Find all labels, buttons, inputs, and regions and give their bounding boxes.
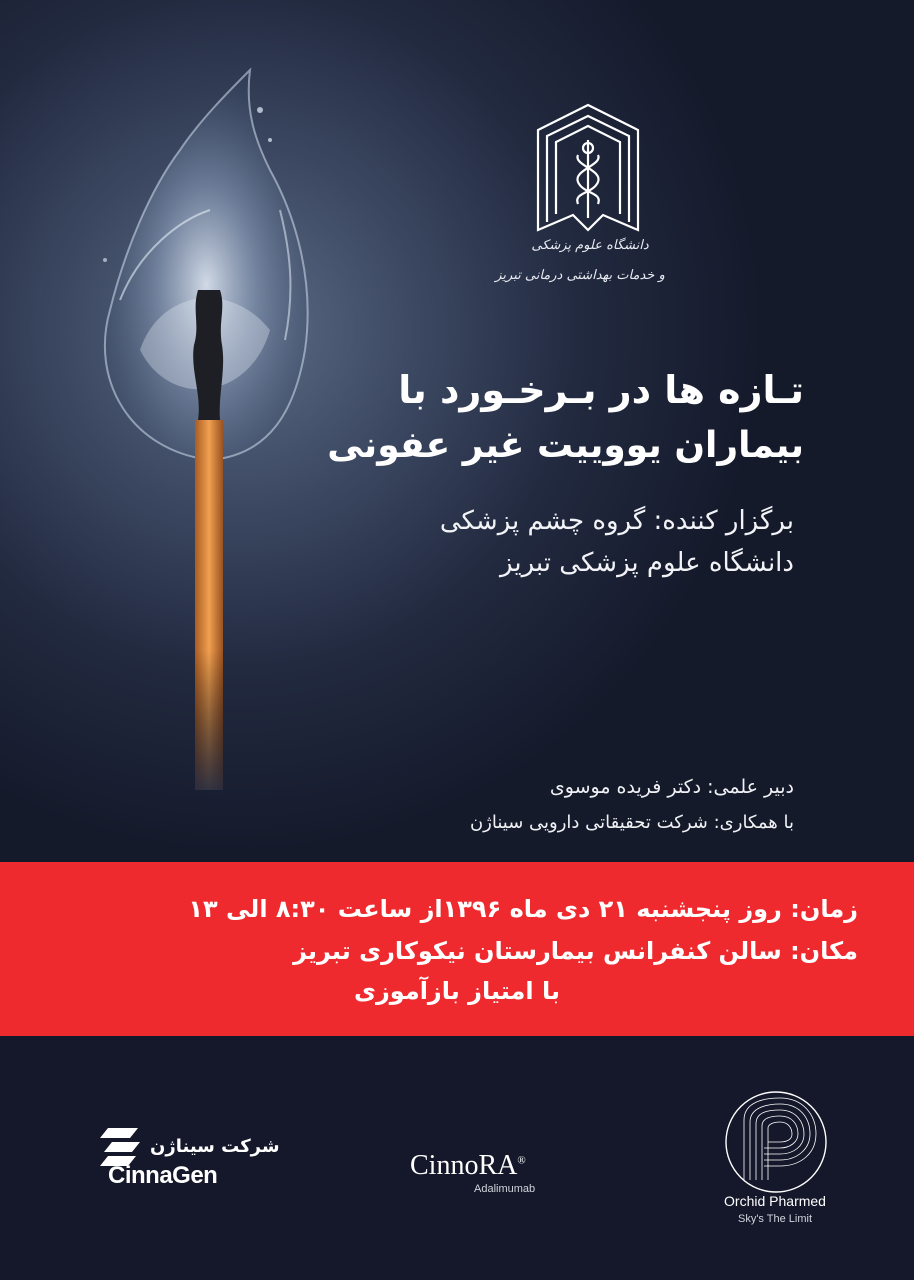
university-logo-icon — [533, 100, 643, 240]
cinnora-subtitle: Adalimumab — [474, 1183, 536, 1195]
orchid-pharmed-name: Orchid Pharmed — [724, 1193, 826, 1209]
cinnora-name: CinnoRA — [410, 1150, 518, 1181]
poster-title-line1: تـازه ها در بـرخـورد با — [398, 368, 804, 412]
university-name-line2: و خدمات بهداشتی درمانی تبریز — [495, 268, 665, 283]
event-place: مکان: سالن کنفرانس بیمارستان نیکوکاری تبریز — [293, 937, 858, 965]
cinnora-registered-mark: ® — [517, 1154, 526, 1167]
cinnagen-persian-name: شرکت سیناژن — [150, 1136, 280, 1157]
scientific-secretary: دبیر علمی: دکتر فریده موسوی — [549, 776, 794, 798]
collaboration-credit: با همکاری: شرکت تحقیقاتی دارویی سیناژن — [469, 812, 794, 833]
poster-title-line2: بیماران یووییت غیر عفونی — [327, 425, 804, 466]
orchid-pharmed-logo-icon — [724, 1090, 828, 1194]
orchid-pharmed-tagline: Sky's The Limit — [737, 1213, 813, 1225]
cinnagen-name: CinnaGen — [108, 1162, 218, 1189]
university-name-line1: دانشگاه علوم پزشکی — [531, 238, 649, 253]
organizer-line1: برگزار کننده: گروه چشم پزشکی — [439, 506, 794, 536]
event-credit: با امتیاز بازآموزی — [353, 977, 561, 1005]
event-time: زمان: روز پنجشنبه ۲۱ دی ماه ۱۳۹۶از ساعت ۸:۳۰ الی ۱۳ — [188, 895, 858, 923]
cinnora-logo — [410, 1150, 526, 1182]
water-flame-match-image — [80, 50, 340, 790]
organizer-line2: دانشگاه علوم پزشکی تبریز — [500, 548, 794, 578]
